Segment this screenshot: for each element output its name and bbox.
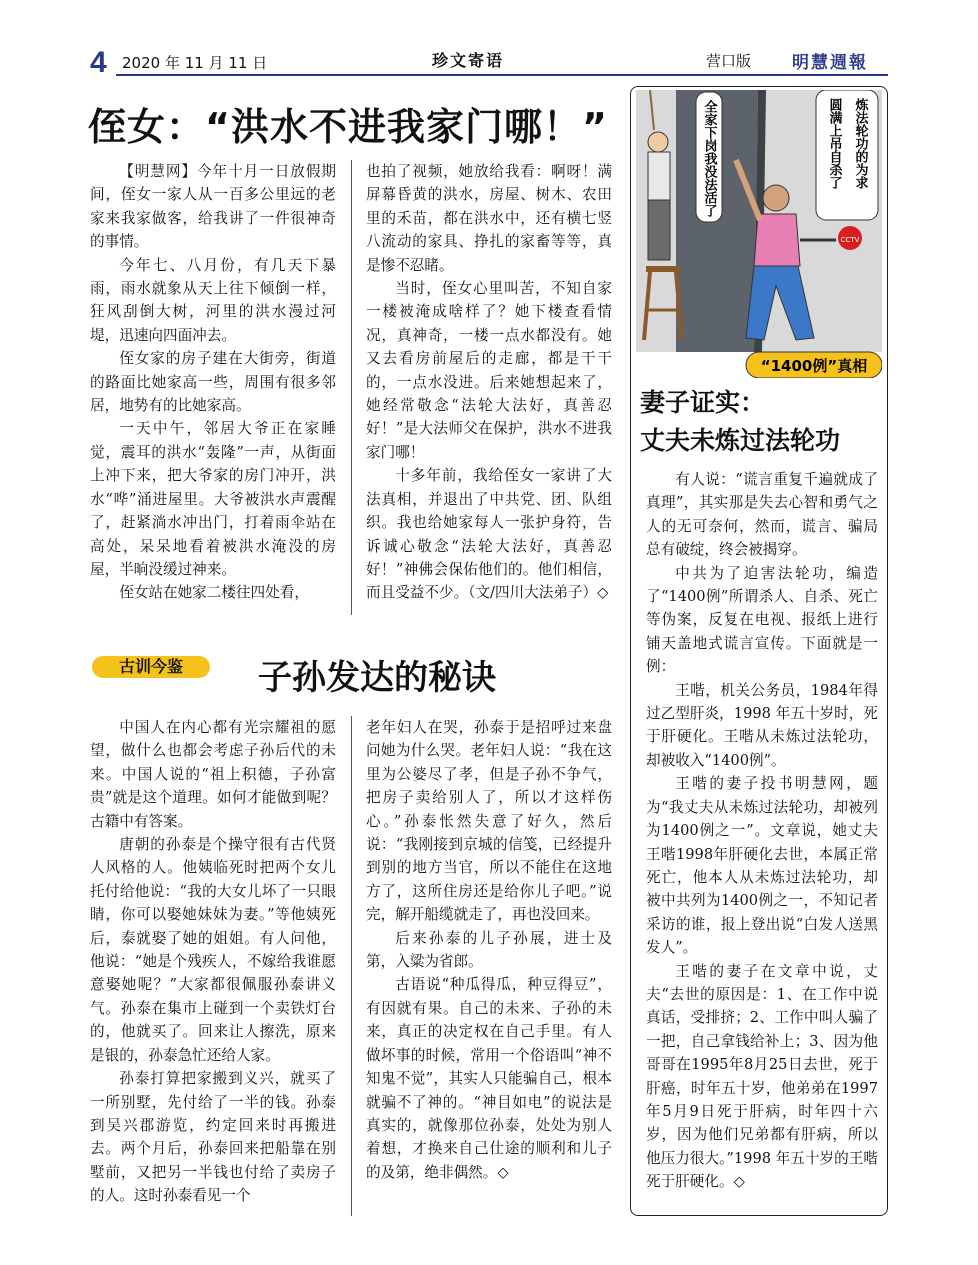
sidebar-title-line1: 妻子证实： bbox=[640, 388, 766, 417]
article1-paragraph: 十多年前，我给侄女一家讲了大法真相，并退出了中共党、团、队组织。我也给她家每人一张护身符，告诉诚心敬念“法轮大法好，真善忍好！”神佛会保佑他们的。他们相信，而且受益不少。（文/四川大法弟子）◇ bbox=[366, 467, 612, 602]
sidebar-title bbox=[640, 384, 840, 460]
article2-paragraph: 孙泰打算把家搬到义兴，就买了一所别墅，先付给了一半的钱。孙泰到吴兴郡游览，约定回来时再搬进去。两个月后，孙泰回来把船靠在别墅前，又把另一半钱也付给了卖房子的人。这时孙泰看见一个 bbox=[90, 1070, 336, 1205]
header-rule bbox=[116, 74, 888, 76]
article1-title: 侄女：“洪水不进我家门哪！” bbox=[88, 105, 608, 149]
article1-right-column bbox=[366, 160, 612, 605]
article1-paragraph: 今年七、八月份，有几天下暴雨，雨水就象从天上往下倾倒一样，狂风刮倒大树，河里的洪水漫过河堤，迅速向四面冲去。 bbox=[90, 256, 336, 344]
article1-left-column bbox=[90, 160, 336, 605]
article2-right-column bbox=[366, 716, 612, 1184]
newspaper-brand: 明慧週報 bbox=[792, 53, 868, 73]
article2-paragraph: 唐朝的孙泰是个操守很有古代贤人风格的人。他姨临死时把两个女儿托付给他说：“我的大女儿坏了一只眼睛，你可以娶她妹妹为妻。”等他姨死后，泰就娶了她的姐姐。有人问他，他说：“她是个残疾人，不嫁给我谁愿意娶她呢？”大家都很佩服孙泰讲义气。孙泰在集市上碰到一个卖铁灯台的，他就买了。回来让人擦洗，原来是银的，孙泰急忙还给人家。 bbox=[90, 836, 336, 1064]
column-name: 珍文寄语 bbox=[432, 51, 505, 70]
article1-paragraph: 也拍了视频，她放给我看：啊呀！满屏幕昏黄的洪水，房屋、树木、农田里的禾苗，都在洪水中，还有横七竖八流动的家具、挣扎的家畜等等，真是惨不忍睹。 bbox=[366, 163, 612, 274]
article1-paragraph: 当时，侄女心里叫苦，不知自家一楼被淹成啥样了？她下楼查看情况，真神奇，一楼一点水都没有。她又去看房前屋后的走廊，都是干干的，一点水没进。后来她想起来了，她经常敬念“法轮大法好，真善忍好！”是大法师父在保护，洪水不进我家门哪！ bbox=[366, 280, 612, 461]
sidebar-title-line2: 丈夫未炼过法轮功 bbox=[640, 426, 841, 455]
sidebar-paragraph: 王喈的妻子在文章中说，丈夫“去世的原因是：1、在工作中说真话，受排挤；2、工作中叫人骗了一把，自己拿钱给补上；3、因为他哥哥在1995年8月25日去世，死于肝癌，时年五十岁，他弟弟在1997年5月9日死于肝病，时年四十六岁，因为他们兄弟都有肝病，所以他压力很大。”1998 年五十岁的王喈死于肝硬化。◇ bbox=[646, 962, 878, 1191]
article1-paragraph: 一天中午，邻居大爷正在家睡觉，震耳的洪水“轰隆”一声，从街面上冲下来，把大爷家的房门冲开，洪水“哗”涌进屋里。大爷被洪水声震醒了，赶紧淌水冲出门，打着雨伞站在高处，呆呆地看着被洪水淹没的房屋，半晌没缓过神来。 bbox=[90, 420, 336, 578]
edition-label: 营口版 bbox=[706, 52, 752, 70]
article2-paragraph: 老年妇人在哭，孙泰于是招呼过来盘问她为什么哭。老年妇人说：“我在这里为公婆尽了孝，但是子孙不争气，把房子卖给别人了，所以才这样伤心。”孙泰怅然失意了好久，然后说：“我刚接到京城的信笺，已经提升到别的地方当官，所以不能住在这地方了，这所住房还是给你儿子吧。”说完，解开船缆就走了，再也没回来。 bbox=[366, 719, 612, 924]
article1-paragraph: 侄女家的房子建在大街旁，街道的路面比她家高一些，周围有很多邻居，地势有的比她家高。 bbox=[90, 350, 336, 415]
page-number: 4 bbox=[90, 46, 107, 79]
article2-paragraph: 中国人在内心都有光宗耀祖的愿望，做什么也都会考虑子孙后代的未来。中国人说的“祖上积德，子孙富贵”就是这个道理。如何才能做到呢？古籍中有答案。 bbox=[90, 719, 336, 830]
bubble-left-text: 全家下岗我没法活了 bbox=[701, 100, 717, 217]
article2-paragraph: 后来孙泰的儿子孙展，进士及第，入粱为省郎。 bbox=[366, 929, 612, 971]
bubble-right-text-2: 圆满上吊自杀了 bbox=[826, 98, 842, 189]
issue-date: 2020 年 11 月 11 日 bbox=[122, 54, 268, 72]
sidebar-paragraph: 王喈的妻子投书明慧网，题为“我丈夫从未炼过法轮功，却被列为1400例之一”。文章说，她丈夫王喈1998年肝硬化去世，本属正常死亡，他本人从未炼过法轮功，却被中共列为1400例之一，不知记者采访的谁，报上登出说“白发人送黑发人”。 bbox=[646, 775, 878, 957]
sidebar-paragraph: 有人说：“谎言重复千遍就成了真理”，其实那是失去心智和勇气之人的无可奈何，然而，谎言、骗局总有破绽，终会被揭穿。 bbox=[646, 471, 878, 559]
bubble-right-text-1: 炼法轮功的为求 bbox=[852, 98, 868, 189]
article2-paragraph: 古语说“种瓜得瓜，种豆得豆”，有因就有果。自己的未来、子孙的未来，真正的决定权在自己手里。有人做坏事的时候，常用一个俗语叫“神不知鬼不觉”，其实人只能骗自己，根本就骗不了神的。“神目如电”的说法是真实的，就像那位孙泰，处处为别人着想，才换来自己仕途的顺利和儿子的及第，绝非偶然。◇ bbox=[366, 976, 612, 1181]
column-divider bbox=[351, 160, 352, 615]
sidebar-paragraph: 中共为了迫害法轮功，编造了“1400例”所谓杀人、自杀、死亡等伪案，反复在电视、报纸上进行铺天盖地式谎言宣传。下面就是一例： bbox=[646, 564, 878, 676]
section-tag: 古训今鉴 bbox=[92, 656, 210, 678]
article1-paragraph: 侄女站在她家二楼往四处看， bbox=[119, 584, 309, 602]
column-divider bbox=[351, 716, 352, 1216]
sidebar-paragraph: 王喈，机关公务员，1984年得过乙型肝炎，1998 年五十岁时，死于肝硬化。王喈从未炼过法轮功，却被收入“1400例”。 bbox=[646, 681, 878, 769]
cartoon-banner: “1400例”真相 bbox=[760, 357, 868, 375]
article1-paragraph: 【明慧网】今年十月一日放假期间，侄女一家人从一百多公里远的老家来我家做客，给我讲了一件很神奇的事情。 bbox=[90, 163, 336, 251]
article2-title: 子孙发达的秘诀 bbox=[258, 658, 496, 698]
cartoon-illustration bbox=[636, 90, 882, 378]
sidebar-body bbox=[646, 468, 878, 1194]
article2-left-column bbox=[90, 716, 336, 1208]
cctv-label: CCTV bbox=[840, 236, 860, 244]
